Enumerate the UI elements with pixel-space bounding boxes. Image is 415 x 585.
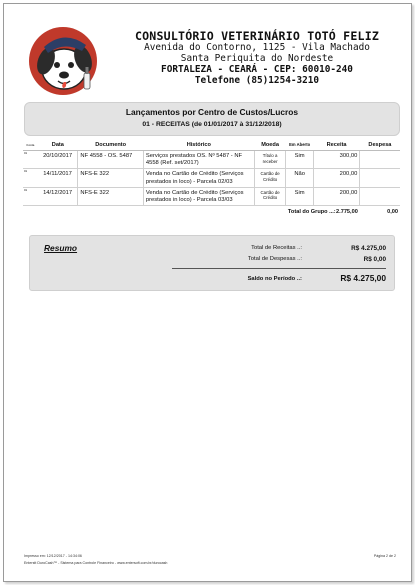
- row-document: NFS-E 322: [78, 187, 143, 205]
- col-mode: Moeda: [254, 139, 286, 151]
- row-expense: [360, 169, 400, 187]
- row-expense: [360, 187, 400, 205]
- row-revenue: 200,00: [313, 187, 359, 205]
- row-flag: 01: [23, 151, 38, 169]
- row-open: Sim: [286, 151, 313, 169]
- summary-balance-value: R$ 4.275,00: [340, 273, 386, 283]
- row-open: Sim: [286, 187, 313, 205]
- row-flag: 01: [23, 169, 38, 187]
- group-total-label: Total do Grupo ...:: [287, 209, 336, 216]
- row-mode: Título a receber: [254, 151, 286, 169]
- summary-balance-label: Saldo no Período ..:: [247, 276, 302, 282]
- company-city: FORTALEZA - CEARÁ - CEP: 60010-240: [161, 63, 353, 75]
- group-total-row: [23, 206, 400, 217]
- row-flag: 01: [23, 187, 38, 205]
- summary-divider: [172, 268, 386, 269]
- table-row: [23, 169, 400, 187]
- report-title: Lançamentos por Centro de Custos/Lucros: [125, 107, 299, 117]
- row-date: 14/12/2017: [38, 187, 78, 205]
- row-open: Não: [286, 169, 313, 187]
- row-date: 20/10/2017: [38, 151, 78, 169]
- summary-box: [29, 235, 395, 291]
- row-document: NF 4558 - OS. 5487: [78, 151, 143, 169]
- col-open: Em Aberto: [286, 139, 313, 151]
- col-history: Histórico: [143, 139, 254, 151]
- company-district: Santa Periquita do Nordeste: [180, 53, 334, 65]
- report-title-box: [24, 102, 400, 136]
- group-total-expense: 0,00: [387, 209, 398, 216]
- group-total-revenue: 2.775,00: [336, 209, 358, 216]
- company-address: Avenida do Contorno, 1125 - Vila Machado: [144, 42, 370, 54]
- page-footer: [24, 553, 396, 567]
- row-mode: Cartão de Crédito: [254, 187, 286, 205]
- dog-logo-icon: [26, 25, 102, 99]
- summary-revenue-value: R$ 4.275,00: [351, 245, 386, 252]
- table-row: [23, 187, 400, 205]
- company-header: [112, 30, 402, 87]
- col-expense: Despesa: [360, 139, 400, 151]
- company-name: CONSULTÓRIO VETERINÁRIO TOTÓ FELIZ: [134, 29, 380, 43]
- report-page: [3, 3, 412, 582]
- summary-expense-value: R$ 0,00: [363, 256, 386, 263]
- col-date: Data: [38, 139, 78, 151]
- footer-page-number: Página 2 de 2: [373, 554, 396, 558]
- row-document: NFS-E 322: [78, 169, 143, 187]
- row-revenue: 300,00: [313, 151, 359, 169]
- summary-expense-label: Total de Despesas ..:: [247, 256, 302, 262]
- row-expense: [360, 151, 400, 169]
- col-flag: Conta: [23, 139, 38, 151]
- company-phone: Telefone (85)1254-3210: [194, 74, 320, 86]
- col-document: Documento: [78, 139, 143, 151]
- table-row: [23, 151, 400, 169]
- report-group: 01 - RECEITAS (de 01/01/2017 à 31/12/2018): [142, 121, 282, 128]
- row-date: 14/11/2017: [38, 169, 78, 187]
- row-history: Serviços prestados OS. Nº 5487 - NF 4558 (Ref. set/2017): [143, 151, 254, 169]
- row-history: Venda no Cartão de Crédito (Serviços prestados in loco) - Parcela 02/03: [143, 169, 254, 187]
- footer-software: Enterstt DuroCash™ - Sistema para Controle Financeiro - www.entersoft.com.br/durocash: [24, 560, 168, 565]
- row-mode: Cartão de Crédito: [254, 169, 286, 187]
- col-revenue: Receita: [313, 139, 359, 151]
- summary-revenue-label: Total de Receitas ..:: [251, 245, 302, 251]
- row-history: Venda no Cartão de Crédito (Serviços prestados in loco) - Parcela 03/03: [143, 187, 254, 205]
- table-header-row: [23, 139, 400, 151]
- entries-table: [23, 139, 400, 217]
- row-revenue: 200,00: [313, 169, 359, 187]
- footer-printed: Impresso em: 12/12/2017 - 14:34:06: [24, 554, 82, 558]
- summary-title: Resumo: [44, 243, 78, 253]
